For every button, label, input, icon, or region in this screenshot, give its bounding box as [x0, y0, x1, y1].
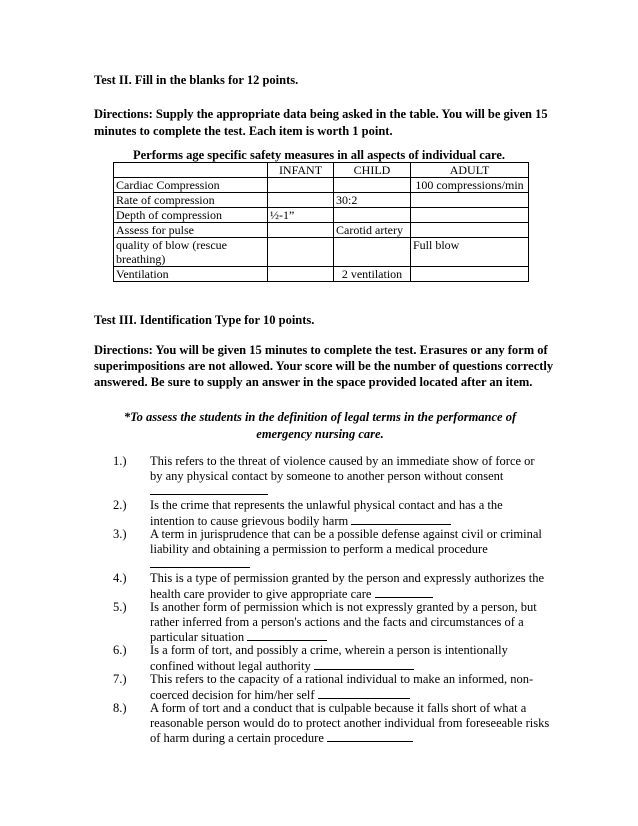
table-cell[interactable]	[334, 208, 411, 223]
table-cell[interactable]	[411, 193, 529, 208]
question-text: This refers to the threat of violence caused by an immediate show of force or by any physical contact by someone to another person without consent	[150, 454, 535, 483]
question-number: 7.)	[113, 672, 127, 686]
table-row	[114, 223, 529, 238]
table-cell[interactable]	[268, 193, 334, 208]
test2-title: Test II. Fill in the blanks for 12 points.	[94, 73, 299, 87]
question-number: 4.)	[113, 571, 127, 585]
question-text: A form of tort and a conduct that is culpable because it falls short of what a reasonable person would do to protect another individual from foreseeable risks of harm during a certain procedure	[150, 701, 550, 745]
table-cell[interactable]	[334, 178, 411, 193]
test3-directions: Directions: You will be given 15 minutes to complete the test. Erasures or any form of superimpositions are not allowed. Your score will be the number of questions correctly answered. Be sure to supply an answer in the space provided located after an item.	[94, 343, 554, 389]
table-cell[interactable]: quality of blow (rescue breathing)	[114, 238, 268, 267]
table-header-cell: ADULT	[411, 163, 529, 178]
question-text: This refers to the capacity of a rational individual to make an informed, non-coerced decision for him/her self	[150, 672, 534, 702]
question-text: Is a form of tort, and possibly a crime, wherein a person is intentionally confined without legal authority	[150, 643, 508, 673]
table-cell[interactable]	[411, 223, 529, 238]
question-number: 5.)	[113, 600, 127, 614]
table-cell[interactable]: Full blow	[411, 238, 529, 267]
table-header-cell: CHILD	[334, 163, 411, 178]
table-cell[interactable]: Assess for pulse	[114, 223, 268, 238]
answer-blank[interactable]	[327, 730, 413, 742]
test2-directions: Directions: Supply the appropriate data being asked in the table. You will be given 15 minutes to complete the test. Each item is worth 1 point.	[94, 107, 548, 138]
table-cell[interactable]	[268, 178, 334, 193]
table-cell[interactable]	[334, 238, 411, 267]
test3-title: Test III. Identification Type for 10 points.	[94, 313, 315, 327]
question-number: 1.)	[113, 454, 127, 468]
table-header-cell	[114, 163, 268, 178]
table-cell[interactable]	[268, 223, 334, 238]
question-number: 3.)	[113, 527, 127, 541]
table-cell[interactable]	[411, 208, 529, 223]
table-cell[interactable]: Rate of compression	[114, 193, 268, 208]
question-number: 2.)	[113, 498, 127, 512]
table-cell[interactable]: ½-1”	[268, 208, 334, 223]
table-title: Performs age specific safety measures in all aspects of individual care.	[133, 148, 506, 162]
table-cell[interactable]	[268, 238, 334, 267]
table-row	[114, 193, 529, 208]
table-row	[114, 238, 529, 267]
table-row	[114, 178, 529, 193]
data-table	[113, 162, 529, 282]
test3-objective: *To assess the students in the definition of legal terms in the performance of emergency nursing care.	[123, 410, 517, 441]
answer-blank[interactable]	[150, 483, 268, 495]
question-text: This is a type of permission granted by the person and expressly authorizes the health care provider to give appropriate care	[150, 571, 545, 601]
answer-blank[interactable]	[351, 513, 451, 525]
question-text: Is the crime that represents the unlawful physical contact and has a the intention to cause grievous bodily harm	[150, 498, 503, 528]
table-cell[interactable]: 100 compressions/min	[411, 178, 529, 193]
table-cell[interactable]: Depth of compression	[114, 208, 268, 223]
table-cell[interactable]: Carotid artery	[334, 223, 411, 238]
question-text: Is another form of permission which is not expressly granted by a person, but rather inferred from a person's actions and the facts and circumstances of a particular situation	[150, 600, 537, 644]
answer-blank[interactable]	[314, 658, 414, 670]
table-cell[interactable]	[268, 267, 334, 282]
table-cell[interactable]: Ventilation	[114, 267, 268, 282]
answer-blank[interactable]	[247, 629, 327, 641]
table-cell[interactable]: 30:2	[334, 193, 411, 208]
table-row	[114, 208, 529, 223]
table-cell[interactable]: Cardiac Compression	[114, 178, 268, 193]
table-header-cell: INFANT	[268, 163, 334, 178]
answer-blank[interactable]	[318, 687, 410, 699]
question-number: 8.)	[113, 701, 127, 715]
question-number: 6.)	[113, 643, 127, 657]
table-header-row	[114, 163, 529, 178]
table-cell[interactable]	[411, 267, 529, 282]
answer-blank[interactable]	[150, 556, 250, 568]
answer-blank[interactable]	[375, 586, 433, 598]
table-cell[interactable]: 2 ventilation	[334, 267, 411, 282]
question-text: A term in jurisprudence that can be a possible defense against civil or criminal liability and obtaining a permission to perform a medical procedure	[150, 527, 542, 556]
table-row	[114, 267, 529, 282]
